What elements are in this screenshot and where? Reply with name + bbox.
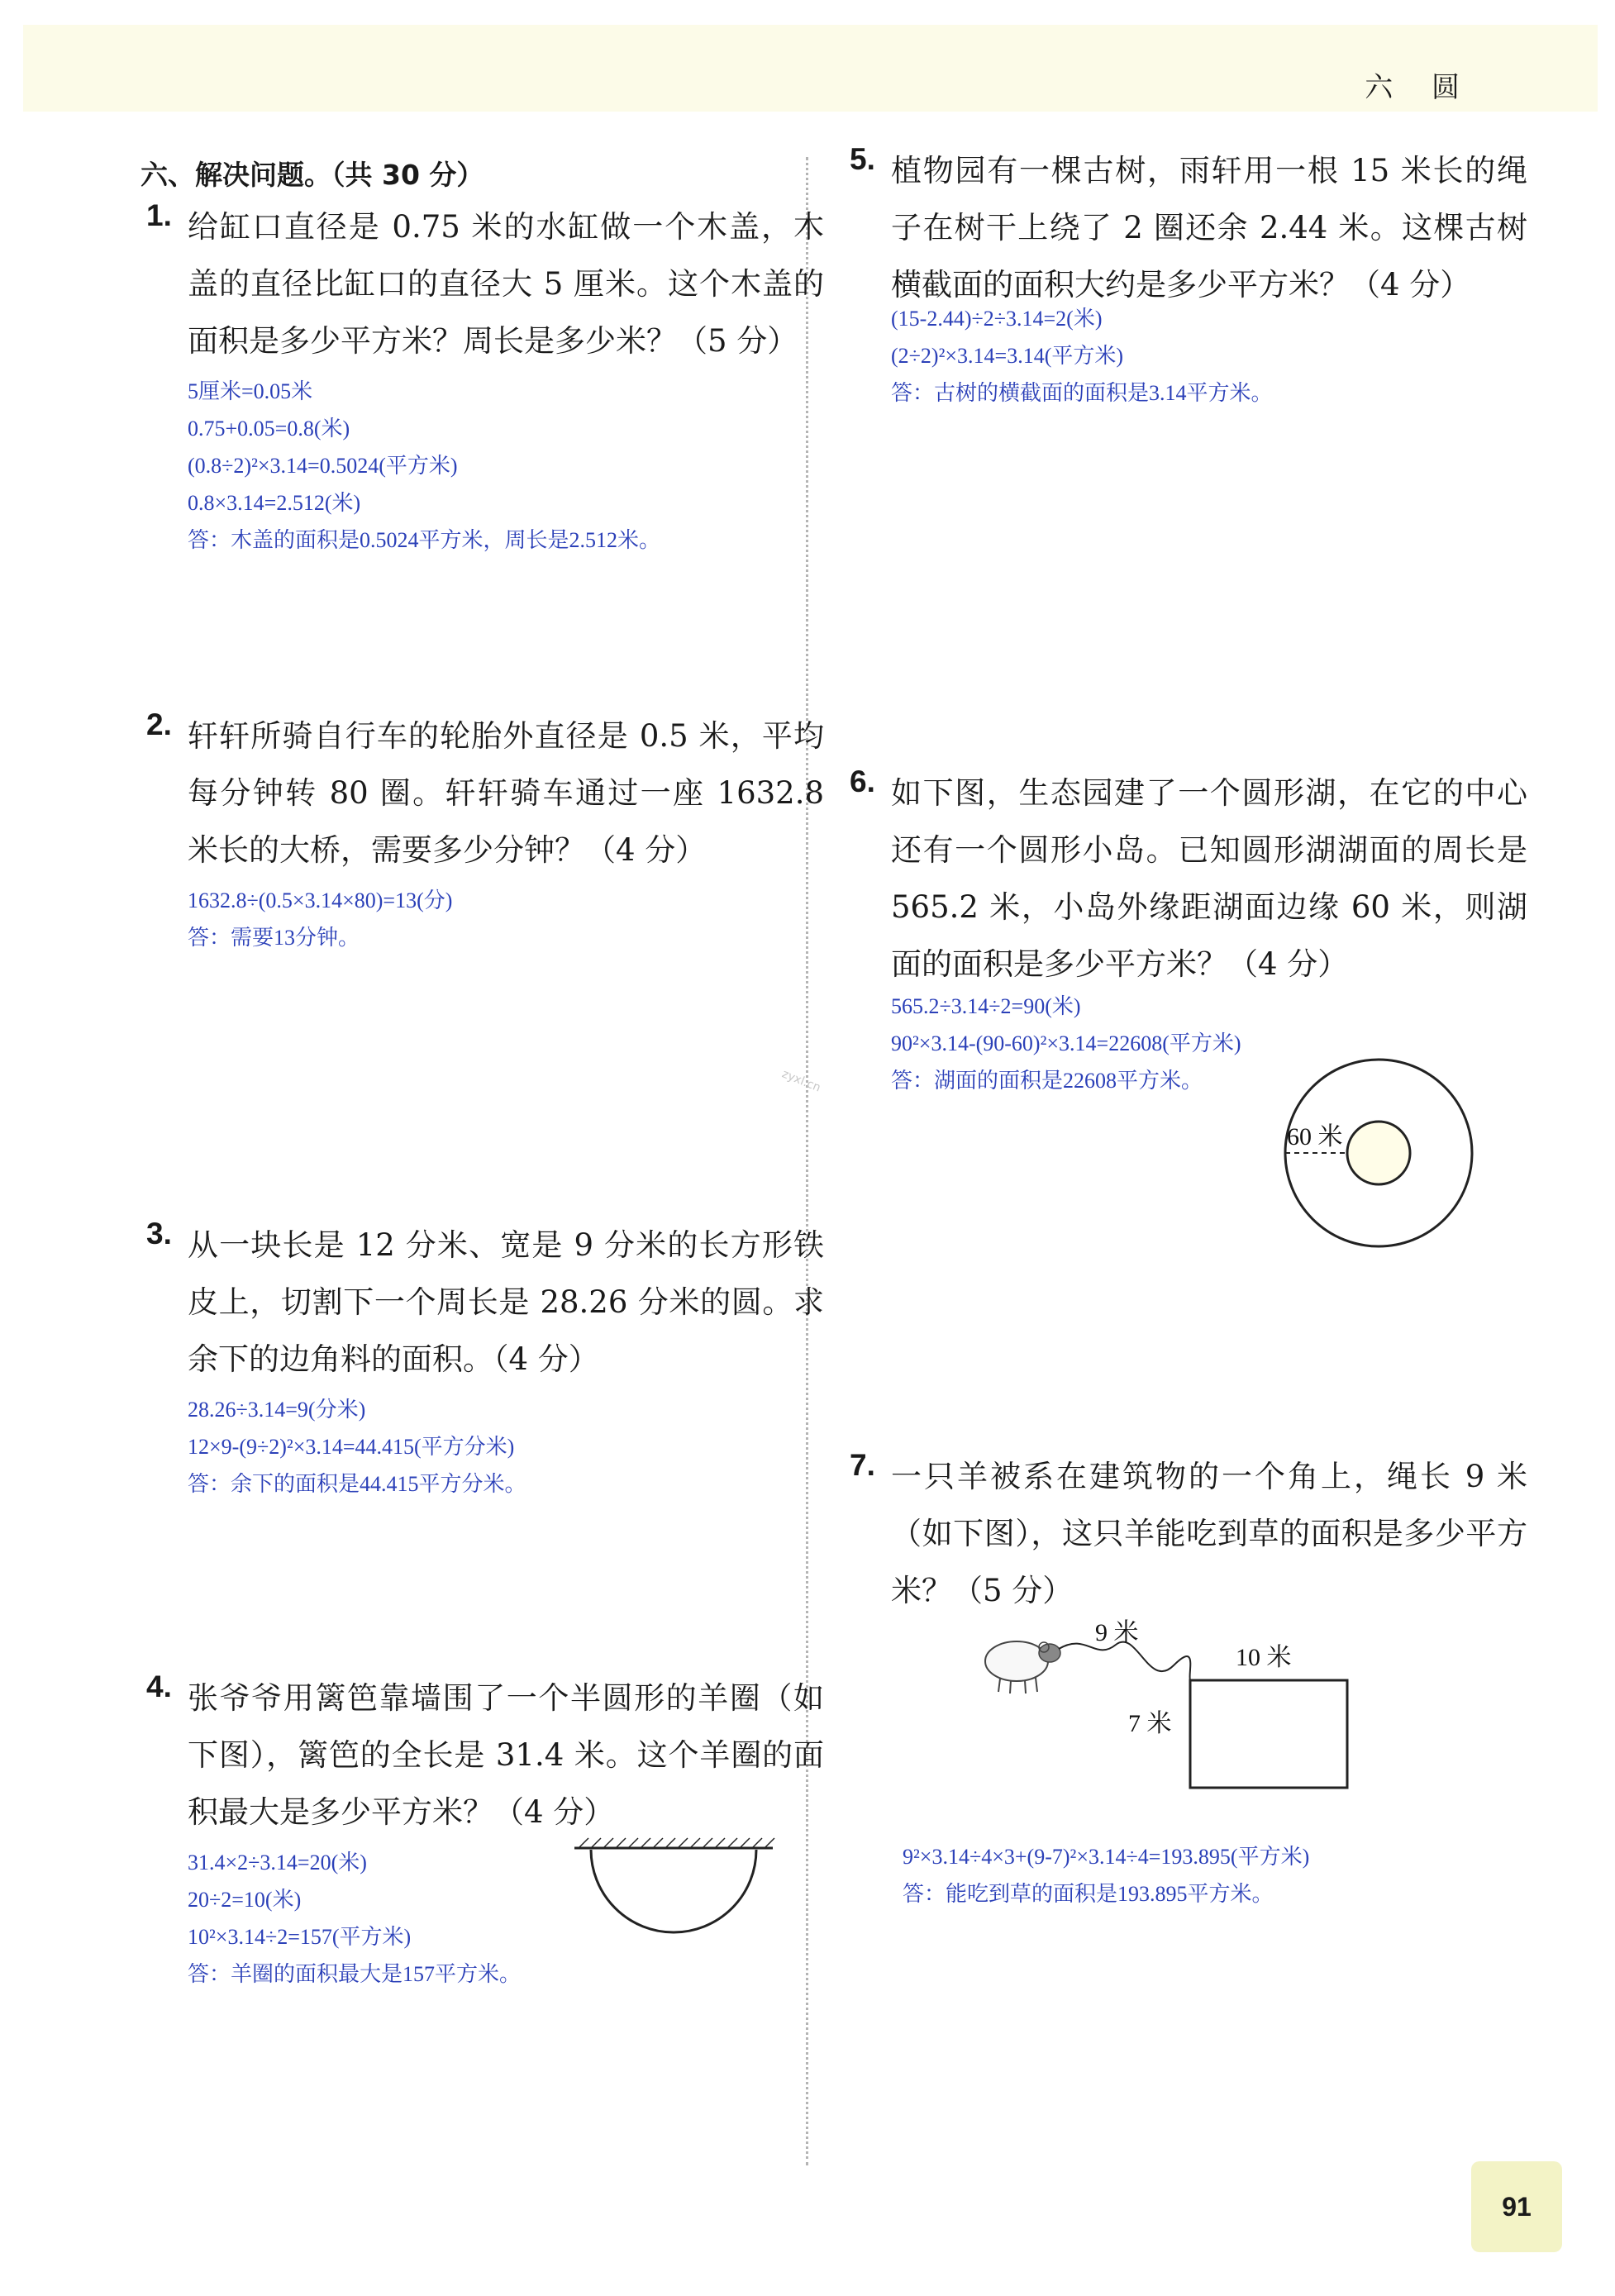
problem-number: 5.: [850, 142, 875, 176]
problem-3: [146, 1217, 824, 1503]
answer-line: 0.75+0.05=0.8(米): [188, 417, 350, 441]
answer-line: (2÷2)²×3.14=3.14(平方米): [891, 344, 1124, 368]
answer-line: (15-2.44)÷2÷3.14=2(米): [891, 307, 1103, 331]
answer-line: 答：湖面的面积是22608平方米。: [891, 1069, 1203, 1093]
answer-block: [188, 882, 824, 956]
answer-line: 答：木盖的面积是0.5024平方米，周长是2.512米。: [188, 528, 661, 552]
chapter-title: 六 圆: [1365, 71, 1474, 104]
answer-line: 31.4×2÷3.14=20(米): [188, 1851, 367, 1874]
problem-text: 轩轩所骑自行车的轮胎外直径是 0.5 米，平均每分钟转 80 圈。轩轩骑车通过一座 1632.8 米长的大桥，需要多少分钟？（4 分）: [188, 718, 824, 868]
answer-line: 9²×3.14÷4×3+(9-7)²×3.14÷4=193.895(平方米): [903, 1845, 1310, 1869]
problem-number: 6.: [850, 765, 875, 798]
answer-line: 答：余下的面积是44.415平方分米。: [188, 1472, 526, 1496]
answer-line: 20÷2=10(米): [188, 1888, 302, 1912]
answer-line: 565.2÷3.14÷2=90(米): [891, 994, 1081, 1018]
lake-island-figure: [1277, 1050, 1484, 1256]
problem-text: 一只羊被系在建筑物的一个角上，绳长 9 米（如下图），这只羊能吃到草的面积是多少平方米？（5 分）: [891, 1459, 1527, 1608]
answer-line: 0.8×3.14=2.512(米): [188, 491, 361, 515]
answer-block: [188, 373, 824, 559]
answer-line: 12×9-(9÷2)²×3.14=44.415(平方分米): [188, 1435, 515, 1459]
problem-7-answer: [903, 1838, 1309, 1913]
problem-text: 从一块长是 12 分米、宽是 9 分米的长方形铁皮上，切割下一个周长是 28.26 分米的圆。求余下的边角料的面积。（4 分）: [188, 1227, 824, 1377]
header-band: [23, 25, 1598, 112]
problem-text: 如下图，生态园建了一个圆形湖，在它的中心还有一个圆形小岛。已知圆形湖湖面的周长是 565.2 米，小岛外缘距湖面边缘 60 米，则湖面的面积是多少平方米？（4 分）: [891, 775, 1527, 982]
building-width-label: 10 米: [1236, 1644, 1292, 1671]
answer-line: 10²×3.14÷2=157(平方米): [188, 1925, 412, 1949]
answer-line: 5厘米=0.05米: [188, 379, 313, 403]
problem-number: 1.: [146, 198, 172, 232]
problem-text: 张爷爷用篱笆靠墙围了一个半圆形的羊圈（如下图），篱笆的全长是 31.4 米。这个羊圈的面积最大是多少平方米？（4 分）: [188, 1680, 824, 1830]
answer-line: 28.26÷3.14=9(分米): [188, 1398, 366, 1422]
sheep-icon: [985, 1641, 1060, 1693]
sheep-building-figure: [971, 1616, 1351, 1789]
problem-number: 4.: [146, 1670, 172, 1703]
problem-text: 给缸口直径是 0.75 米的水缸做一个木盖，木盖的直径比缸口的直径大 5 厘米。这个木盖的面积是多少平方米？周长是多少米？（5 分）: [188, 209, 824, 359]
problem-5: [850, 142, 1527, 412]
answer-line: 答：古树的横截面的面积是3.14平方米。: [891, 381, 1273, 405]
problem-number: 2.: [146, 707, 172, 741]
answer-line: 90²×3.14-(90-60)²×3.14=22608(平方米): [891, 1031, 1241, 1055]
section-title: 六、解决问题。（共 30 分）: [141, 159, 484, 191]
semicircle-pen-figure: [570, 1833, 777, 1949]
answer-block: [188, 1391, 824, 1503]
rope-length-label: 9 米: [1095, 1619, 1139, 1646]
answer-line: 答：能吃到草的面积是193.895平方米。: [903, 1882, 1274, 1906]
page-number: 91: [1471, 2161, 1562, 2252]
problem-text: 植物园有一棵古树，雨轩用一根 15 米长的绳子在树干上绕了 2 圈还余 2.44 米。这棵古树横截面的面积大约是多少平方米？（4 分）: [891, 153, 1527, 302]
answer-line: 答：需要13分钟。: [188, 926, 360, 950]
answer-block: [891, 300, 1527, 412]
lake-distance-label: 60 米: [1287, 1123, 1343, 1150]
answer-line: (0.8÷2)²×3.14=0.5024(平方米): [188, 454, 458, 478]
answer-line: 1632.8÷(0.5×3.14×80)=13(分): [188, 888, 453, 912]
watermark: zyxl.cn: [779, 1067, 823, 1095]
problem-7: [850, 1448, 1527, 1619]
problem-2: [146, 707, 824, 956]
problem-number: 7.: [850, 1448, 875, 1482]
answer-line: 答：羊圈的面积最大是157平方米。: [188, 1962, 522, 1986]
problem-1: [146, 198, 824, 559]
problem-number: 3.: [146, 1217, 172, 1250]
building-height-label: 7 米: [1128, 1710, 1172, 1737]
